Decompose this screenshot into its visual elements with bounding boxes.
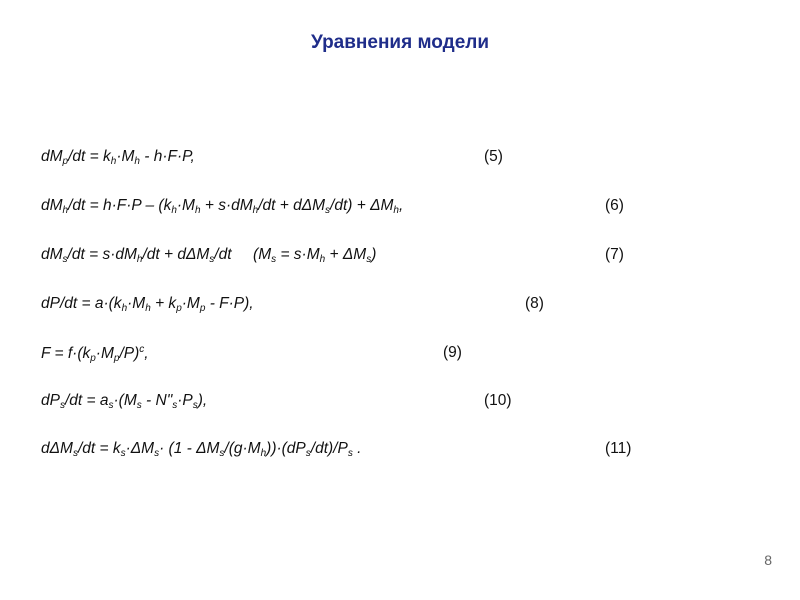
page-number: 8 (764, 552, 772, 568)
equation-11-text: $d\Delta M_s/dt = k_s\cdot\Delta M_s\cdot (1 - \Delta M_s/(g\cdot M_h))\cdot(dP_s/dt)/P_s$ . (41, 440, 362, 459)
equation-6-number: (6) (605, 197, 624, 214)
equation-9-number: (9) (443, 344, 462, 361)
slide-title: Уравнения модели (310, 32, 490, 53)
equation-5 (41, 148, 601, 170)
equation-9 (41, 344, 501, 366)
equation-6-text: $dM_h/dt = h\cdot F\cdot P - (k_h\cdot M_h + s\cdot dM_h/dt + d\Delta M_s/dt) + \Delta M_h$, (41, 197, 404, 216)
equation-11-number: (11) (605, 440, 632, 457)
equation-8 (41, 295, 581, 317)
equation-7-text: $dM_s/dt = s\cdot dM_h/dt + d\Delta M_s/dt$ $(M_s = s\cdot M_h + \Delta M_s)$ (41, 246, 377, 265)
equation-7-number: (7) (605, 246, 624, 263)
equation-9-text: $F = f\cdot(k_p\cdot M_p/P)^c$, (41, 344, 149, 364)
equation-11 (41, 440, 661, 462)
equation-5-number: (5) (484, 148, 503, 165)
equation-6 (41, 197, 661, 219)
equation-7 (41, 246, 661, 268)
equation-5-text: $dM_p/dt = k_h\cdot M_h - h\cdot F\cdot P$, (41, 148, 195, 167)
equation-10 (41, 392, 561, 414)
equation-8-number: (8) (525, 295, 544, 312)
equation-10-number: (10) (484, 392, 512, 409)
equation-10-text: $dP_s/dt = a_s\cdot(M_s$ - $N"_s\cdot P_s$), (41, 392, 208, 411)
equation-8-text: $dP/dt = a\cdot(k_h\cdot M_h + k_p\cdot M_p - F\cdot P)$, (41, 295, 254, 314)
